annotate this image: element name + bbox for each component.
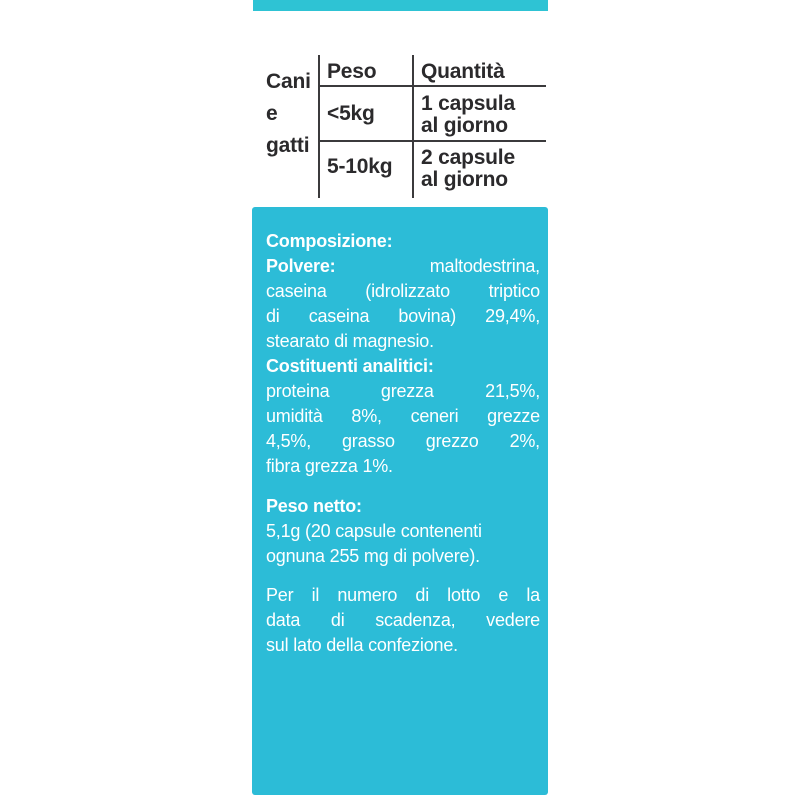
quantity-line: 1 capsula <box>421 92 515 115</box>
table-vertical-line <box>412 55 414 198</box>
quantity-line: al giorno <box>421 168 508 191</box>
species-group-label <box>266 66 311 162</box>
info-panel <box>252 207 548 795</box>
polvere-value: maltodestrina, <box>429 256 540 276</box>
composition-line: caseina (idrolizzato triptico <box>266 281 540 301</box>
table-horizontal-line <box>318 85 546 87</box>
net-weight-heading: Peso netto: <box>266 496 362 516</box>
net-weight-line: 5,1g (20 capsule contenenti <box>266 521 482 541</box>
species-label-line: e <box>266 102 278 125</box>
analytical-constituents-heading: Costituenti analitici: <box>266 356 434 376</box>
table-horizontal-line <box>318 140 546 142</box>
lot-note-line: data di scadenza, vedere <box>266 610 540 630</box>
polvere-label: Polvere: <box>266 256 336 276</box>
column-header-quantita: Quantità <box>421 60 505 83</box>
composition-line: stearato di magnesio. <box>266 331 434 351</box>
weight-cell: 5-10kg <box>327 155 393 178</box>
analytical-line: fibra grezza 1%. <box>266 456 393 476</box>
column-header-peso: Peso <box>327 60 377 83</box>
lot-note-line: Per il numero di lotto e la <box>266 585 540 605</box>
quantity-line: al giorno <box>421 114 508 137</box>
quantity-cell <box>421 147 515 191</box>
analytical-line: umidità 8%, ceneri grezze <box>266 406 540 426</box>
quantity-cell <box>421 93 515 137</box>
analytical-line: 4,5%, grasso grezzo 2%, <box>266 431 540 451</box>
composition-line: di caseina bovina) 29,4%, <box>266 306 540 326</box>
top-accent-bar <box>253 0 548 11</box>
lot-note-line: sul lato della confezione. <box>266 635 458 655</box>
quantity-line: 2 capsule <box>421 146 515 169</box>
species-label-line: Cani <box>266 70 311 93</box>
composition-heading: Composizione: <box>266 231 393 251</box>
species-label-line: gatti <box>266 134 310 157</box>
weight-cell: <5kg <box>327 102 375 125</box>
analytical-line: proteina grezza 21,5%, <box>266 381 540 401</box>
polvere-line <box>266 254 540 279</box>
net-weight-line: ognuna 255 mg di polvere). <box>266 546 480 566</box>
table-vertical-line <box>318 55 320 198</box>
